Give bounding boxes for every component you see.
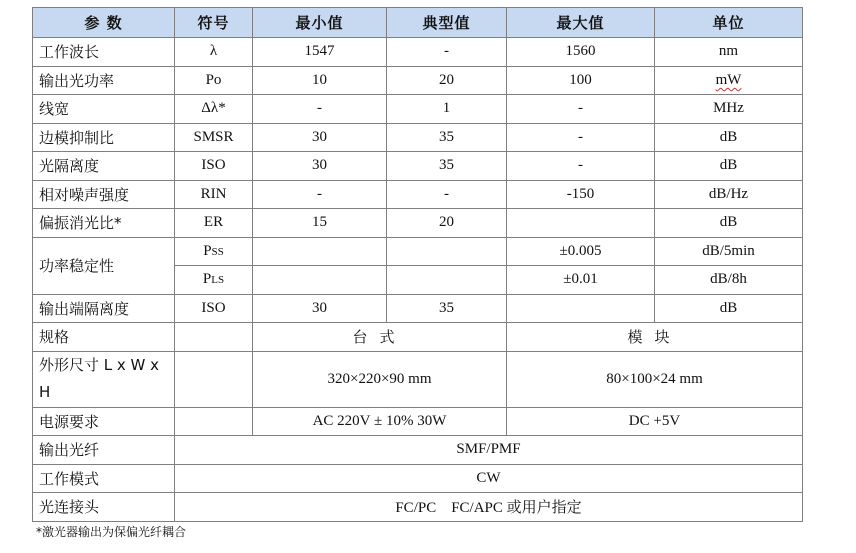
row-max: 100 (507, 66, 655, 95)
power-row (33, 407, 803, 436)
pls-main: P (202, 271, 212, 288)
pls-max: ±0.01 (507, 266, 655, 295)
spec-bench: 台式 (253, 323, 507, 352)
spec-table (32, 7, 803, 522)
table-row (33, 237, 803, 266)
spec-row (33, 323, 803, 352)
fiber-label: 输出光纤 (33, 436, 175, 465)
pss-unit: dB/5min (655, 237, 803, 266)
table-row (33, 180, 803, 209)
pls-unit: dB/8h (655, 266, 803, 295)
row-symbol: ISO (175, 294, 253, 323)
connector-row (33, 493, 803, 522)
table-row (33, 152, 803, 181)
stability-label: 功率稳定性 (33, 237, 175, 294)
row-symbol: Po (175, 66, 253, 95)
row-symbol: Δλ* (175, 95, 253, 124)
table-row (33, 66, 803, 95)
fiber-value: SMF/PMF (175, 436, 803, 465)
row-unit: nm (655, 38, 803, 67)
dims-module: 80×100×24 mm (507, 351, 803, 407)
connector-value: FC/PC FC/APC 或用户指定 (175, 493, 803, 522)
row-typ: 35 (387, 294, 507, 323)
row-min: 15 (253, 209, 387, 238)
row-typ: 35 (387, 123, 507, 152)
pss-sub: SS (211, 245, 224, 258)
spec-blank (175, 323, 253, 352)
row-label: 工作波长 (33, 38, 175, 67)
row-min: 30 (253, 152, 387, 181)
row-max (507, 209, 655, 238)
pls-typ (387, 266, 507, 295)
dims-label: 外形尺寸 L x W x H (33, 351, 175, 407)
row-label: 输出端隔离度 (33, 294, 175, 323)
row-typ: 1 (387, 95, 507, 124)
row-unit (655, 66, 803, 95)
row-typ: - (387, 180, 507, 209)
table-row (33, 95, 803, 124)
row-typ: 20 (387, 209, 507, 238)
row-symbol: ER (175, 209, 253, 238)
row-max: - (507, 152, 655, 181)
header-symbol: 符号 (175, 8, 253, 38)
row-max: -150 (507, 180, 655, 209)
row-typ: 20 (387, 66, 507, 95)
row-label: 输出光功率 (33, 66, 175, 95)
row-min: 30 (253, 294, 387, 323)
row-label: 偏振消光比* (33, 209, 175, 238)
pss-symbol (175, 237, 253, 266)
row-label: 相对噪声强度 (33, 180, 175, 209)
row-min: 1547 (253, 38, 387, 67)
spec-label: 规格 (33, 323, 175, 352)
pss-min (253, 237, 387, 266)
row-min: - (253, 180, 387, 209)
pls-min (253, 266, 387, 295)
row-label: 边模抑制比 (33, 123, 175, 152)
power-label: 电源要求 (33, 407, 175, 436)
row-typ: - (387, 38, 507, 67)
row-typ: 35 (387, 152, 507, 181)
row-min: 10 (253, 66, 387, 95)
dims-row (33, 351, 803, 407)
row-unit: dB (655, 294, 803, 323)
row-symbol: RIN (175, 180, 253, 209)
mode-label: 工作模式 (33, 464, 175, 493)
power-bench: AC 220V ± 10% 30W (253, 407, 507, 436)
header-unit: 单位 (655, 8, 803, 38)
power-module: DC +5V (507, 407, 803, 436)
fiber-row (33, 436, 803, 465)
pss-max: ±0.005 (507, 237, 655, 266)
spec-module: 模块 (507, 323, 803, 352)
row-max: 1560 (507, 38, 655, 67)
footnote: *激光器输出为保偏光纤耦合 (36, 525, 187, 539)
pss-typ (387, 237, 507, 266)
header-max: 最大值 (507, 8, 655, 38)
header-min: 最小值 (253, 8, 387, 38)
spellcheck-underline: mW (715, 71, 742, 88)
pls-sub: LS (211, 274, 225, 287)
row-unit: dB (655, 209, 803, 238)
row-label: 线宽 (33, 95, 175, 124)
row-min: - (253, 95, 387, 124)
row-label: 光隔离度 (33, 152, 175, 181)
row-max: - (507, 123, 655, 152)
pls-symbol (175, 266, 253, 295)
row-symbol: SMSR (175, 123, 253, 152)
header-param: 参 数 (33, 8, 175, 38)
mode-value: CW (175, 464, 803, 493)
row-unit: dB (655, 152, 803, 181)
table-row (33, 209, 803, 238)
dims-blank (175, 351, 253, 407)
row-max: - (507, 95, 655, 124)
row-unit: MHz (655, 95, 803, 124)
row-min: 30 (253, 123, 387, 152)
table-row (33, 294, 803, 323)
connector-label: 光连接头 (33, 493, 175, 522)
row-symbol: λ (175, 38, 253, 67)
mode-row (33, 464, 803, 493)
table-row (33, 123, 803, 152)
table-row (33, 38, 803, 67)
header-typ: 典型值 (387, 8, 507, 38)
row-unit: dB (655, 123, 803, 152)
dims-bench: 320×220×90 mm (253, 351, 507, 407)
row-max (507, 294, 655, 323)
power-blank (175, 407, 253, 436)
row-unit: dB/Hz (655, 180, 803, 209)
pss-main: P (203, 242, 212, 259)
row-symbol: ISO (175, 152, 253, 181)
header-row (33, 8, 803, 38)
